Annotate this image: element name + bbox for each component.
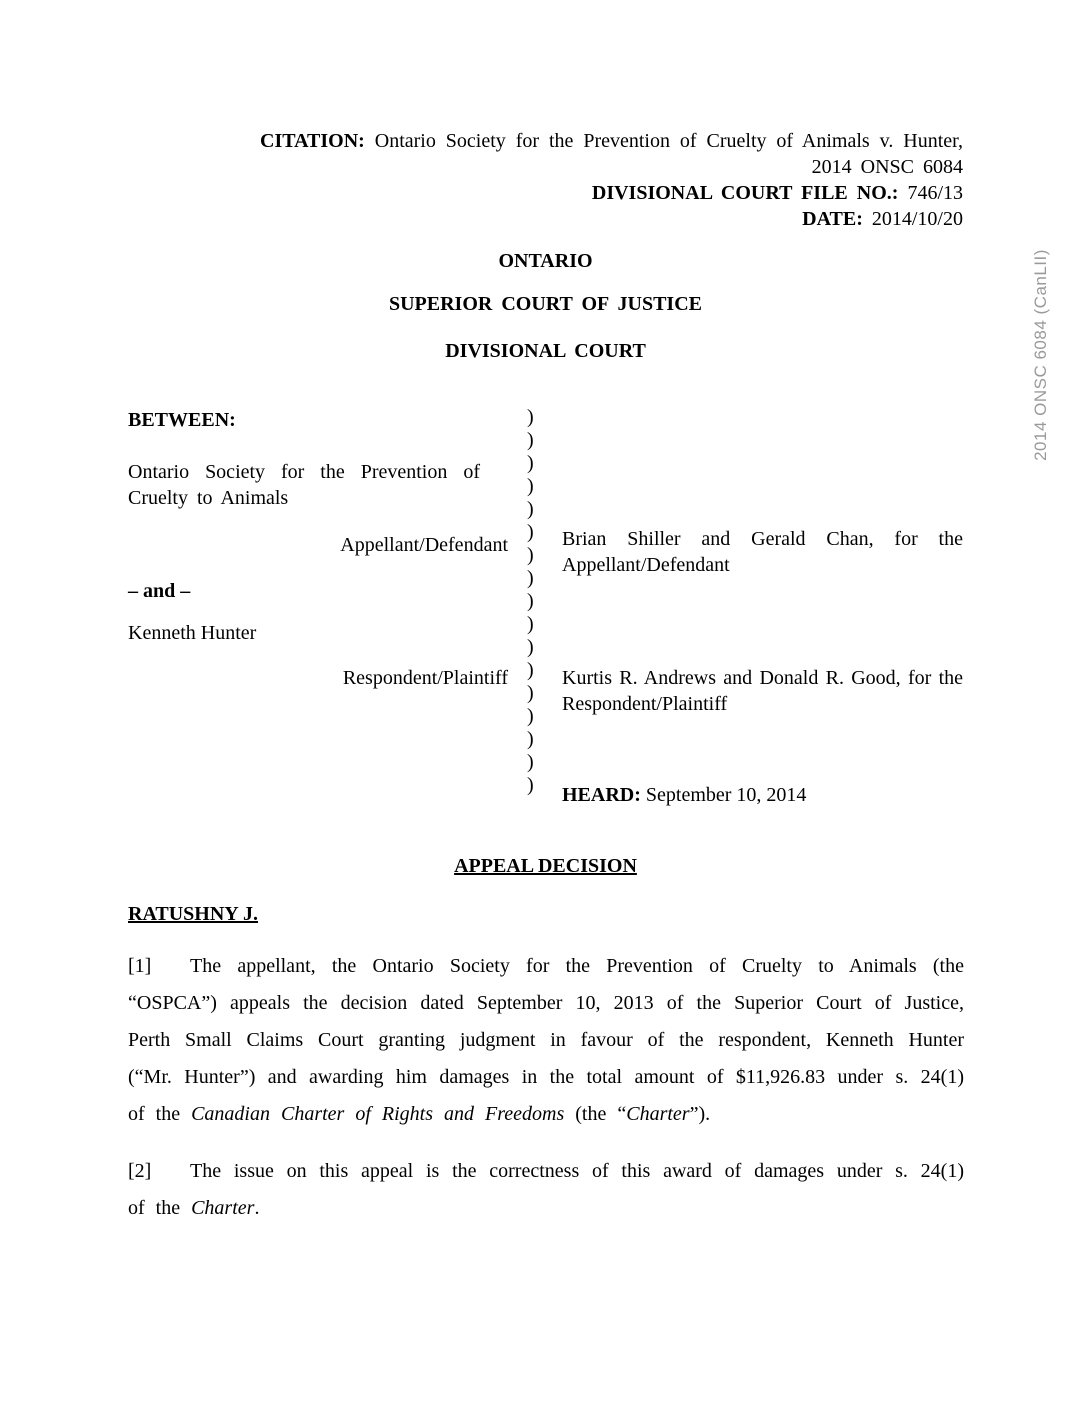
text-run: The issue on this appeal is the correctness of this award of damages under s. 24(1) of the <box>128 1160 964 1219</box>
respondent-role-label: Respondent/Plaintiff <box>342 667 508 689</box>
paragraph-2-number: [2] <box>128 1160 152 1182</box>
text-run: (the “ <box>564 1103 627 1125</box>
citation-block <box>260 128 963 232</box>
court-name-ontario: ONTARIO <box>498 250 593 272</box>
heard-line <box>562 784 806 807</box>
bracket-glyph: ) <box>527 567 534 589</box>
appellant-role-label: Appellant/Defendant <box>340 534 508 556</box>
bracket-glyph: ) <box>527 659 534 681</box>
appeal-decision-heading <box>128 855 963 878</box>
paragraph-2-text <box>128 1160 964 1219</box>
appeal-decision-title: APPEAL DECISION <box>454 855 637 877</box>
court-name-divisional: DIVISIONAL COURT <box>445 340 646 362</box>
bracket-glyph: ) <box>527 590 534 612</box>
italic-text-run: Charter <box>191 1197 255 1219</box>
citation-neutral-cite: 2014 ONSC 6084 <box>811 156 963 178</box>
bracket-glyph: ) <box>527 406 534 428</box>
bracket-glyph: ) <box>527 544 534 566</box>
text-run: The appellant, the Ontario Society for the Prevention of Cruelty to Animals (the “OSPCA”) appeals the decision dated September 10, 2013 of the Superior Court of Justice, Perth Small Claims Court granting judgment in favour of the respondent, Kenneth Hunter (“Mr. Hunter”) and awarding him damages in the total amount of $11,926.83 under s. 24(1) of the <box>128 955 964 1125</box>
bracket-glyph: ) <box>527 751 534 773</box>
bracket-glyph: ) <box>527 521 534 543</box>
heard-value: September 10, 2014 <box>640 784 807 806</box>
paragraph-1-text <box>128 955 964 1125</box>
bracket-glyph: ) <box>527 636 534 658</box>
court-file-line <box>260 180 963 206</box>
bracket-column <box>527 406 534 797</box>
file-no-label: DIVISIONAL COURT FILE NO.: <box>591 182 899 204</box>
text-run: ”). <box>689 1103 711 1125</box>
respondent-name: Kenneth Hunter <box>128 622 257 644</box>
bracket-glyph: ) <box>527 498 534 520</box>
citation-line <box>260 128 963 154</box>
paragraph-1 <box>128 948 964 1133</box>
bracket-glyph: ) <box>527 452 534 474</box>
judge-heading <box>128 903 258 926</box>
between-label: BETWEEN: <box>128 409 236 431</box>
bracket-glyph: ) <box>527 475 534 497</box>
date-line <box>260 206 963 232</box>
text-run: . <box>254 1197 260 1219</box>
bracket-glyph: ) <box>527 613 534 635</box>
bracket-glyph: ) <box>527 774 534 796</box>
bracket-glyph: ) <box>527 705 534 727</box>
court-name-superior: SUPERIOR COURT OF JUSTICE <box>388 293 702 315</box>
paragraph-1-number: [1] <box>128 955 152 977</box>
date-value: 2014/10/20 <box>862 208 963 230</box>
bracket-glyph: ) <box>527 728 534 750</box>
judge-name: RATUSHNY J. <box>128 903 259 925</box>
italic-text-run: Charter <box>626 1103 690 1125</box>
italic-text-run: Canadian Charter of Rights and Freedoms <box>191 1103 565 1125</box>
appellant-counsel: Brian Shiller and Gerald Chan, for the Appellant/Defendant <box>562 528 963 576</box>
and-separator: – and – <box>128 580 191 602</box>
date-label: DATE: <box>802 208 863 230</box>
canlii-sidebar-citation: 2014 ONSC 6084 (CanLII) <box>1031 249 1050 461</box>
bracket-glyph: ) <box>527 429 534 451</box>
citation-label: CITATION: <box>260 130 365 152</box>
file-no-value: 746/13 <box>898 182 963 204</box>
heard-label: HEARD: <box>562 784 641 806</box>
bracket-glyph: ) <box>527 682 534 704</box>
citation-text: Ontario Society for the Prevention of Cruelty of Animals v. Hunter, <box>364 130 963 152</box>
respondent-counsel: Kurtis R. Andrews and Donald R. Good, for the Respondent/Plaintiff <box>562 667 963 715</box>
appellant-name: Ontario Society for the Prevention of Cruelty to Animals <box>128 461 480 509</box>
paragraph-2 <box>128 1153 964 1227</box>
